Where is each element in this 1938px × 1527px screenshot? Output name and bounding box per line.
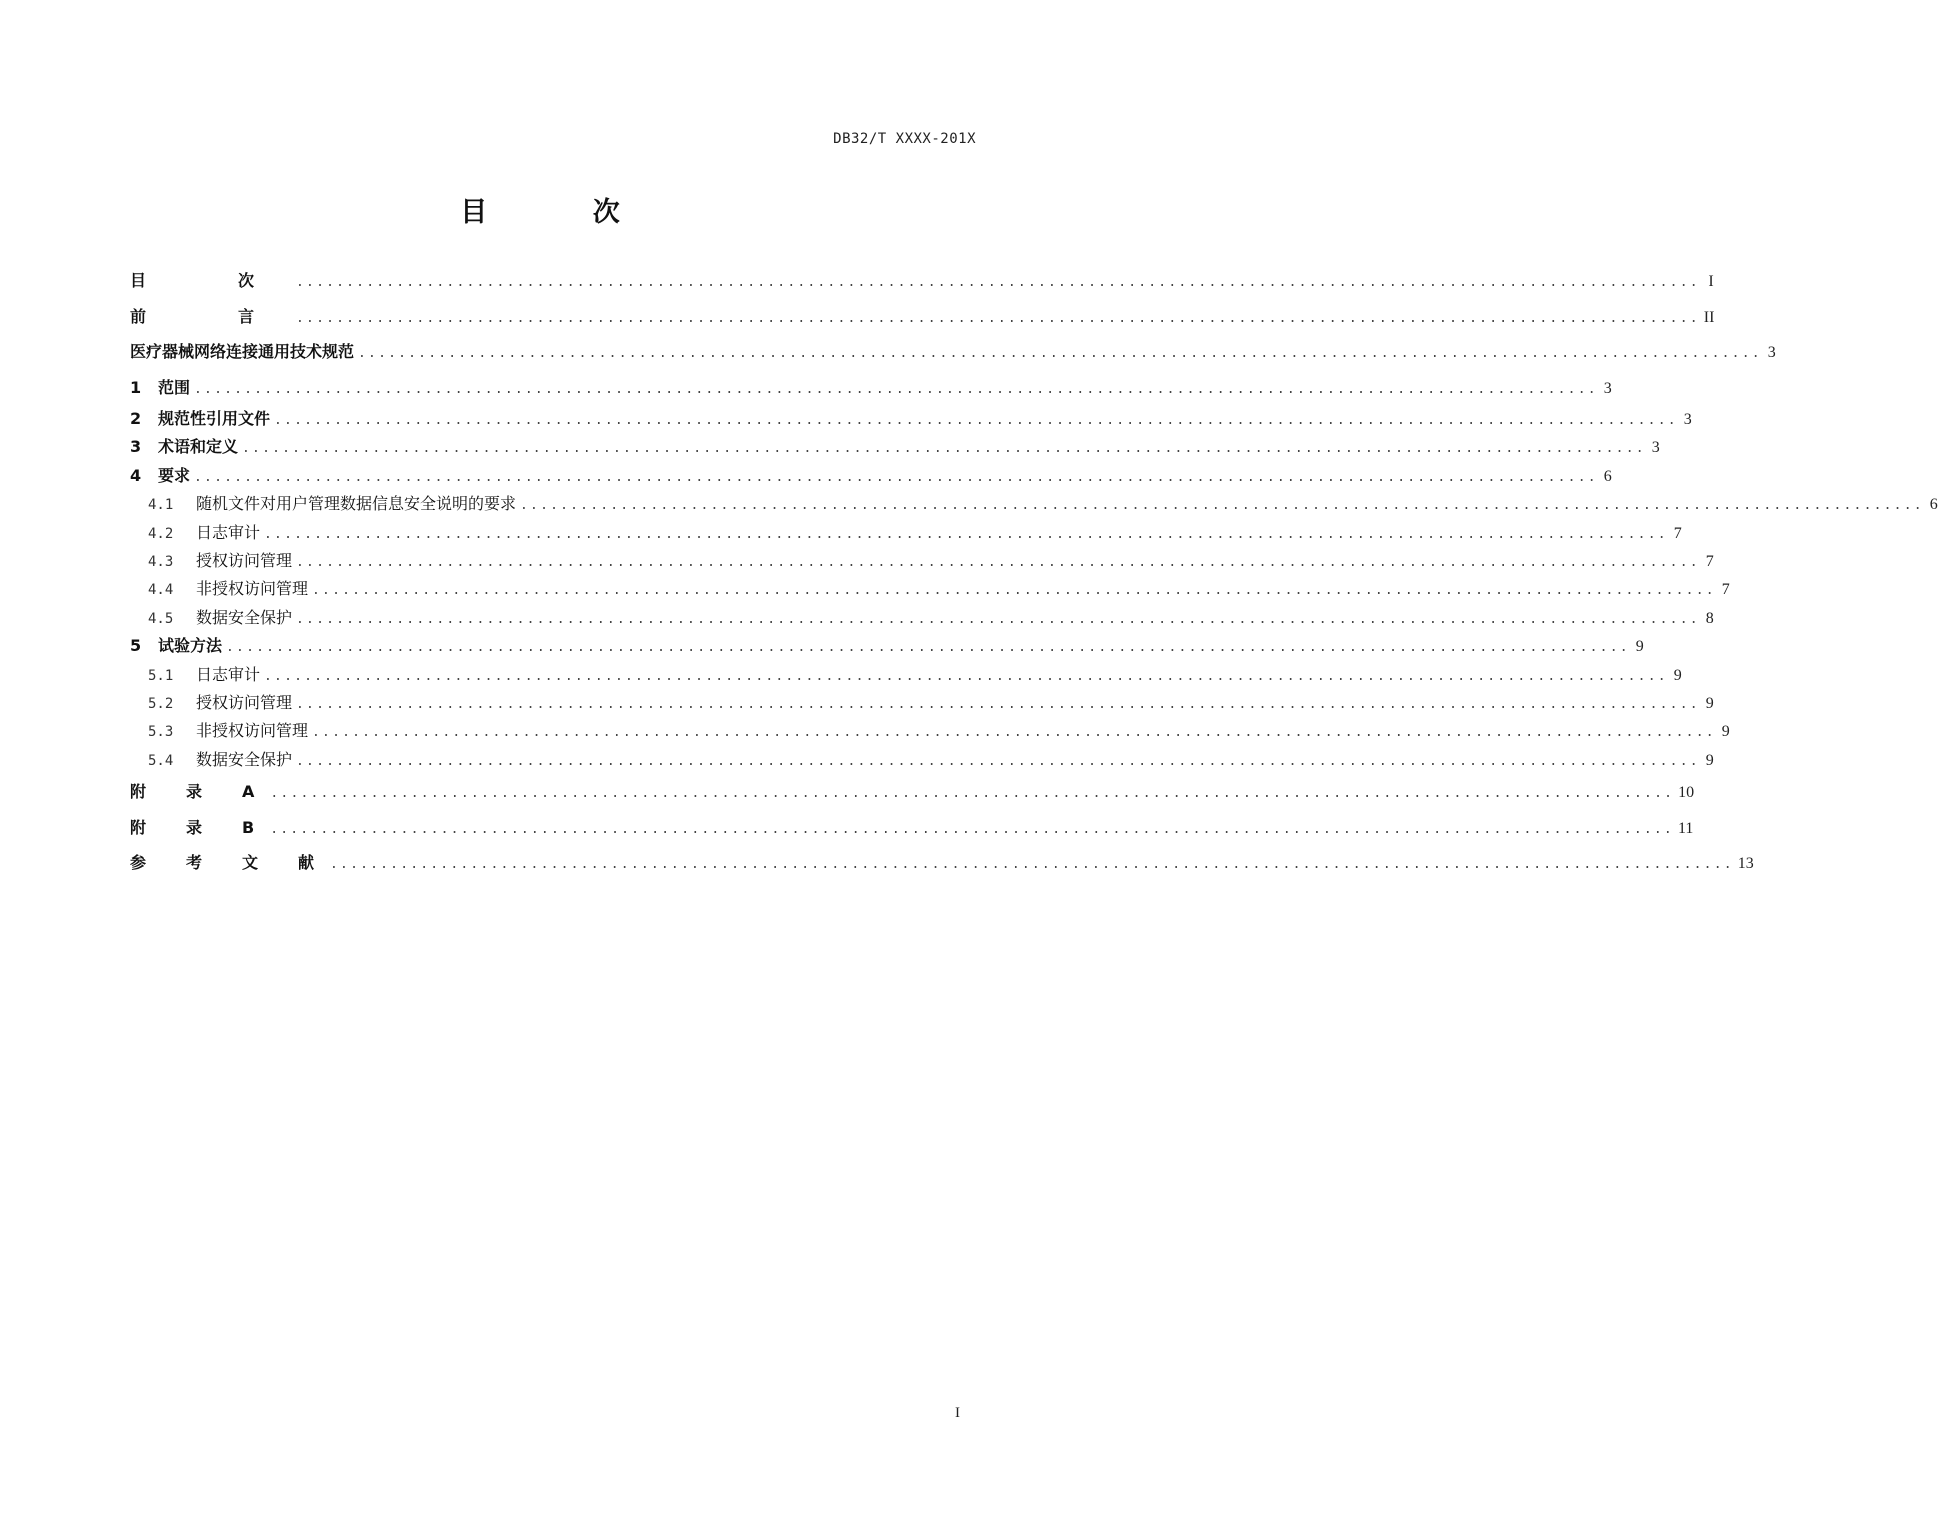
page-title: 目 次 (460, 197, 668, 228)
toc-entry[interactable] (130, 547, 1714, 575)
toc-entry-page: 9 (1673, 666, 1682, 684)
toc-entry[interactable] (130, 575, 1730, 603)
toc-leader: ............................................................................................................................................ (270, 821, 1674, 837)
toc-entry[interactable] (130, 689, 1714, 717)
toc-entry-label: 4.5 数据安全保护 (148, 604, 292, 633)
toc-entry-page: 6 (1603, 467, 1612, 485)
toc-entry-label: 附 录 B (130, 817, 267, 837)
toc-entry-page: 3 (1683, 411, 1692, 428)
toc-entry[interactable] (130, 845, 1754, 881)
toc-entry-label: 5.1 日志审计 (148, 661, 260, 690)
toc-entry-page: 7 (1705, 552, 1714, 570)
toc-entry-number: 2 (130, 409, 142, 428)
toc-leader: ............................................................................................................................................ (296, 310, 1700, 326)
toc-entry-page: 10 (1678, 784, 1695, 802)
toc-leader: ............................................................................................................................................ (358, 346, 1762, 361)
toc-entry-number: 5.2 (148, 695, 174, 712)
toc-entry-number: 5.4 (148, 752, 174, 769)
toc-entry-label: 5 试验方法 (130, 632, 222, 660)
toc-leader: ............................................................................................................................................ (520, 498, 1924, 514)
toc-leader: ............................................................................................................................................ (296, 554, 1700, 570)
toc-entry-number: 5.1 (148, 667, 174, 684)
toc-leader: ............................................................................................................................................ (330, 857, 1734, 873)
document-code: DB32/T XXXX-201X (833, 131, 976, 147)
toc-leader: ............................................................................................................................................ (194, 469, 1598, 485)
toc-entry[interactable] (130, 490, 1938, 518)
toc-entry-number: 4.4 (148, 582, 174, 599)
toc-entry-label: 4.3 授权访问管理 (148, 547, 292, 576)
toc-entry[interactable] (130, 632, 1644, 660)
toc-entry-label: 2 规范性引用文件 (130, 405, 270, 433)
toc-entry-number: 4.2 (148, 525, 174, 542)
page-number: I (955, 1405, 960, 1421)
toc-entry-label: 附 录 A (130, 782, 267, 802)
toc-entry[interactable] (130, 334, 1776, 370)
toc-entry-number: 3 (130, 437, 142, 457)
toc-entry-page: 11 (1677, 819, 1694, 837)
toc-entry-label: 4.4 非授权访问管理 (148, 575, 308, 604)
toc-leader: ............................................................................................................................................ (242, 441, 1646, 457)
toc-entry-page: 7 (1673, 524, 1682, 542)
toc-entry-page: 3 (1767, 344, 1776, 361)
toc-entry-number: 1 (130, 377, 142, 397)
toc-entry[interactable] (130, 604, 1714, 632)
toc-entry[interactable] (130, 661, 1682, 689)
toc-entry-label: 4.1 随机文件对用户管理数据信息安全说明的要求 (148, 490, 516, 519)
toc-entry[interactable] (130, 263, 1714, 299)
toc-entry-page: 6 (1929, 496, 1938, 514)
toc-entry-label: 1 范围 (130, 370, 190, 406)
toc-entry[interactable] (130, 433, 1660, 461)
toc-leader: ............................................................................................................................................ (296, 275, 1700, 290)
toc-leader: ............................................................................................................................................ (274, 413, 1678, 428)
toc-entry-page: 3 (1651, 439, 1660, 457)
toc-leader: ............................................................................................................................................ (264, 526, 1668, 542)
toc-leader: ............................................................................................................................................ (296, 696, 1700, 712)
toc-entry-label: 5.3 非授权访问管理 (148, 717, 308, 746)
toc-entry-label: 4 要求 (130, 462, 190, 490)
toc-entry-label: 前 言 (130, 306, 293, 326)
toc-entry-number: 4 (130, 465, 142, 485)
toc-entry[interactable] (130, 370, 1612, 406)
toc-entry-label: 参 考 文 献 (130, 853, 327, 873)
toc-leader: ............................................................................................................................................ (194, 381, 1598, 397)
toc-leader: ............................................................................................................................................ (226, 640, 1630, 656)
toc-entry[interactable] (130, 299, 1715, 335)
toc-entry[interactable] (130, 519, 1682, 547)
toc-entry-page: 9 (1721, 723, 1730, 741)
toc-leader: ............................................................................................................................................ (312, 583, 1716, 599)
toc-entry[interactable] (130, 774, 1695, 810)
toc-entry[interactable] (130, 405, 1692, 433)
toc-entry-page: I (1708, 273, 1714, 290)
toc-entry-number: 4.1 (148, 497, 174, 514)
toc-entry-page: 8 (1705, 609, 1714, 627)
toc-entry-page: 7 (1721, 581, 1730, 599)
toc-entry-page: 9 (1635, 638, 1644, 656)
toc-entry-label: 5.4 数据安全保护 (148, 746, 292, 775)
toc-entry-number: 4.5 (148, 610, 174, 627)
toc-entry-label: 目 次 (130, 271, 293, 290)
toc-entry[interactable] (130, 717, 1730, 745)
toc-entry[interactable] (130, 810, 1694, 846)
table-of-contents (130, 263, 1938, 881)
toc-entry[interactable] (130, 462, 1612, 490)
toc-leader: ............................................................................................................................................ (264, 668, 1668, 684)
toc-entry-label: 5.2 授权访问管理 (148, 689, 292, 718)
toc-entry-number: 5.3 (148, 724, 174, 741)
toc-leader: ............................................................................................................................................ (312, 725, 1716, 741)
toc-entry-number: 4.3 (148, 553, 174, 570)
toc-entry-page: 13 (1737, 855, 1754, 873)
toc-leader: ............................................................................................................................................ (296, 753, 1700, 769)
toc-entry-label: 4.2 日志审计 (148, 519, 260, 548)
toc-entry-page: II (1703, 308, 1715, 326)
toc-entry-page: 3 (1603, 379, 1612, 397)
toc-entry-page: 9 (1705, 751, 1714, 769)
toc-leader: ............................................................................................................................................ (296, 611, 1700, 627)
toc-entry-label: 3 术语和定义 (130, 433, 238, 461)
toc-leader: ............................................................................................................................................ (270, 786, 1675, 802)
toc-entry-label: 医疗器械网络连接通用技术规范 (130, 342, 355, 361)
toc-entry[interactable] (130, 746, 1714, 774)
toc-entry-page: 9 (1705, 694, 1714, 712)
toc-entry-number: 5 (130, 636, 142, 656)
